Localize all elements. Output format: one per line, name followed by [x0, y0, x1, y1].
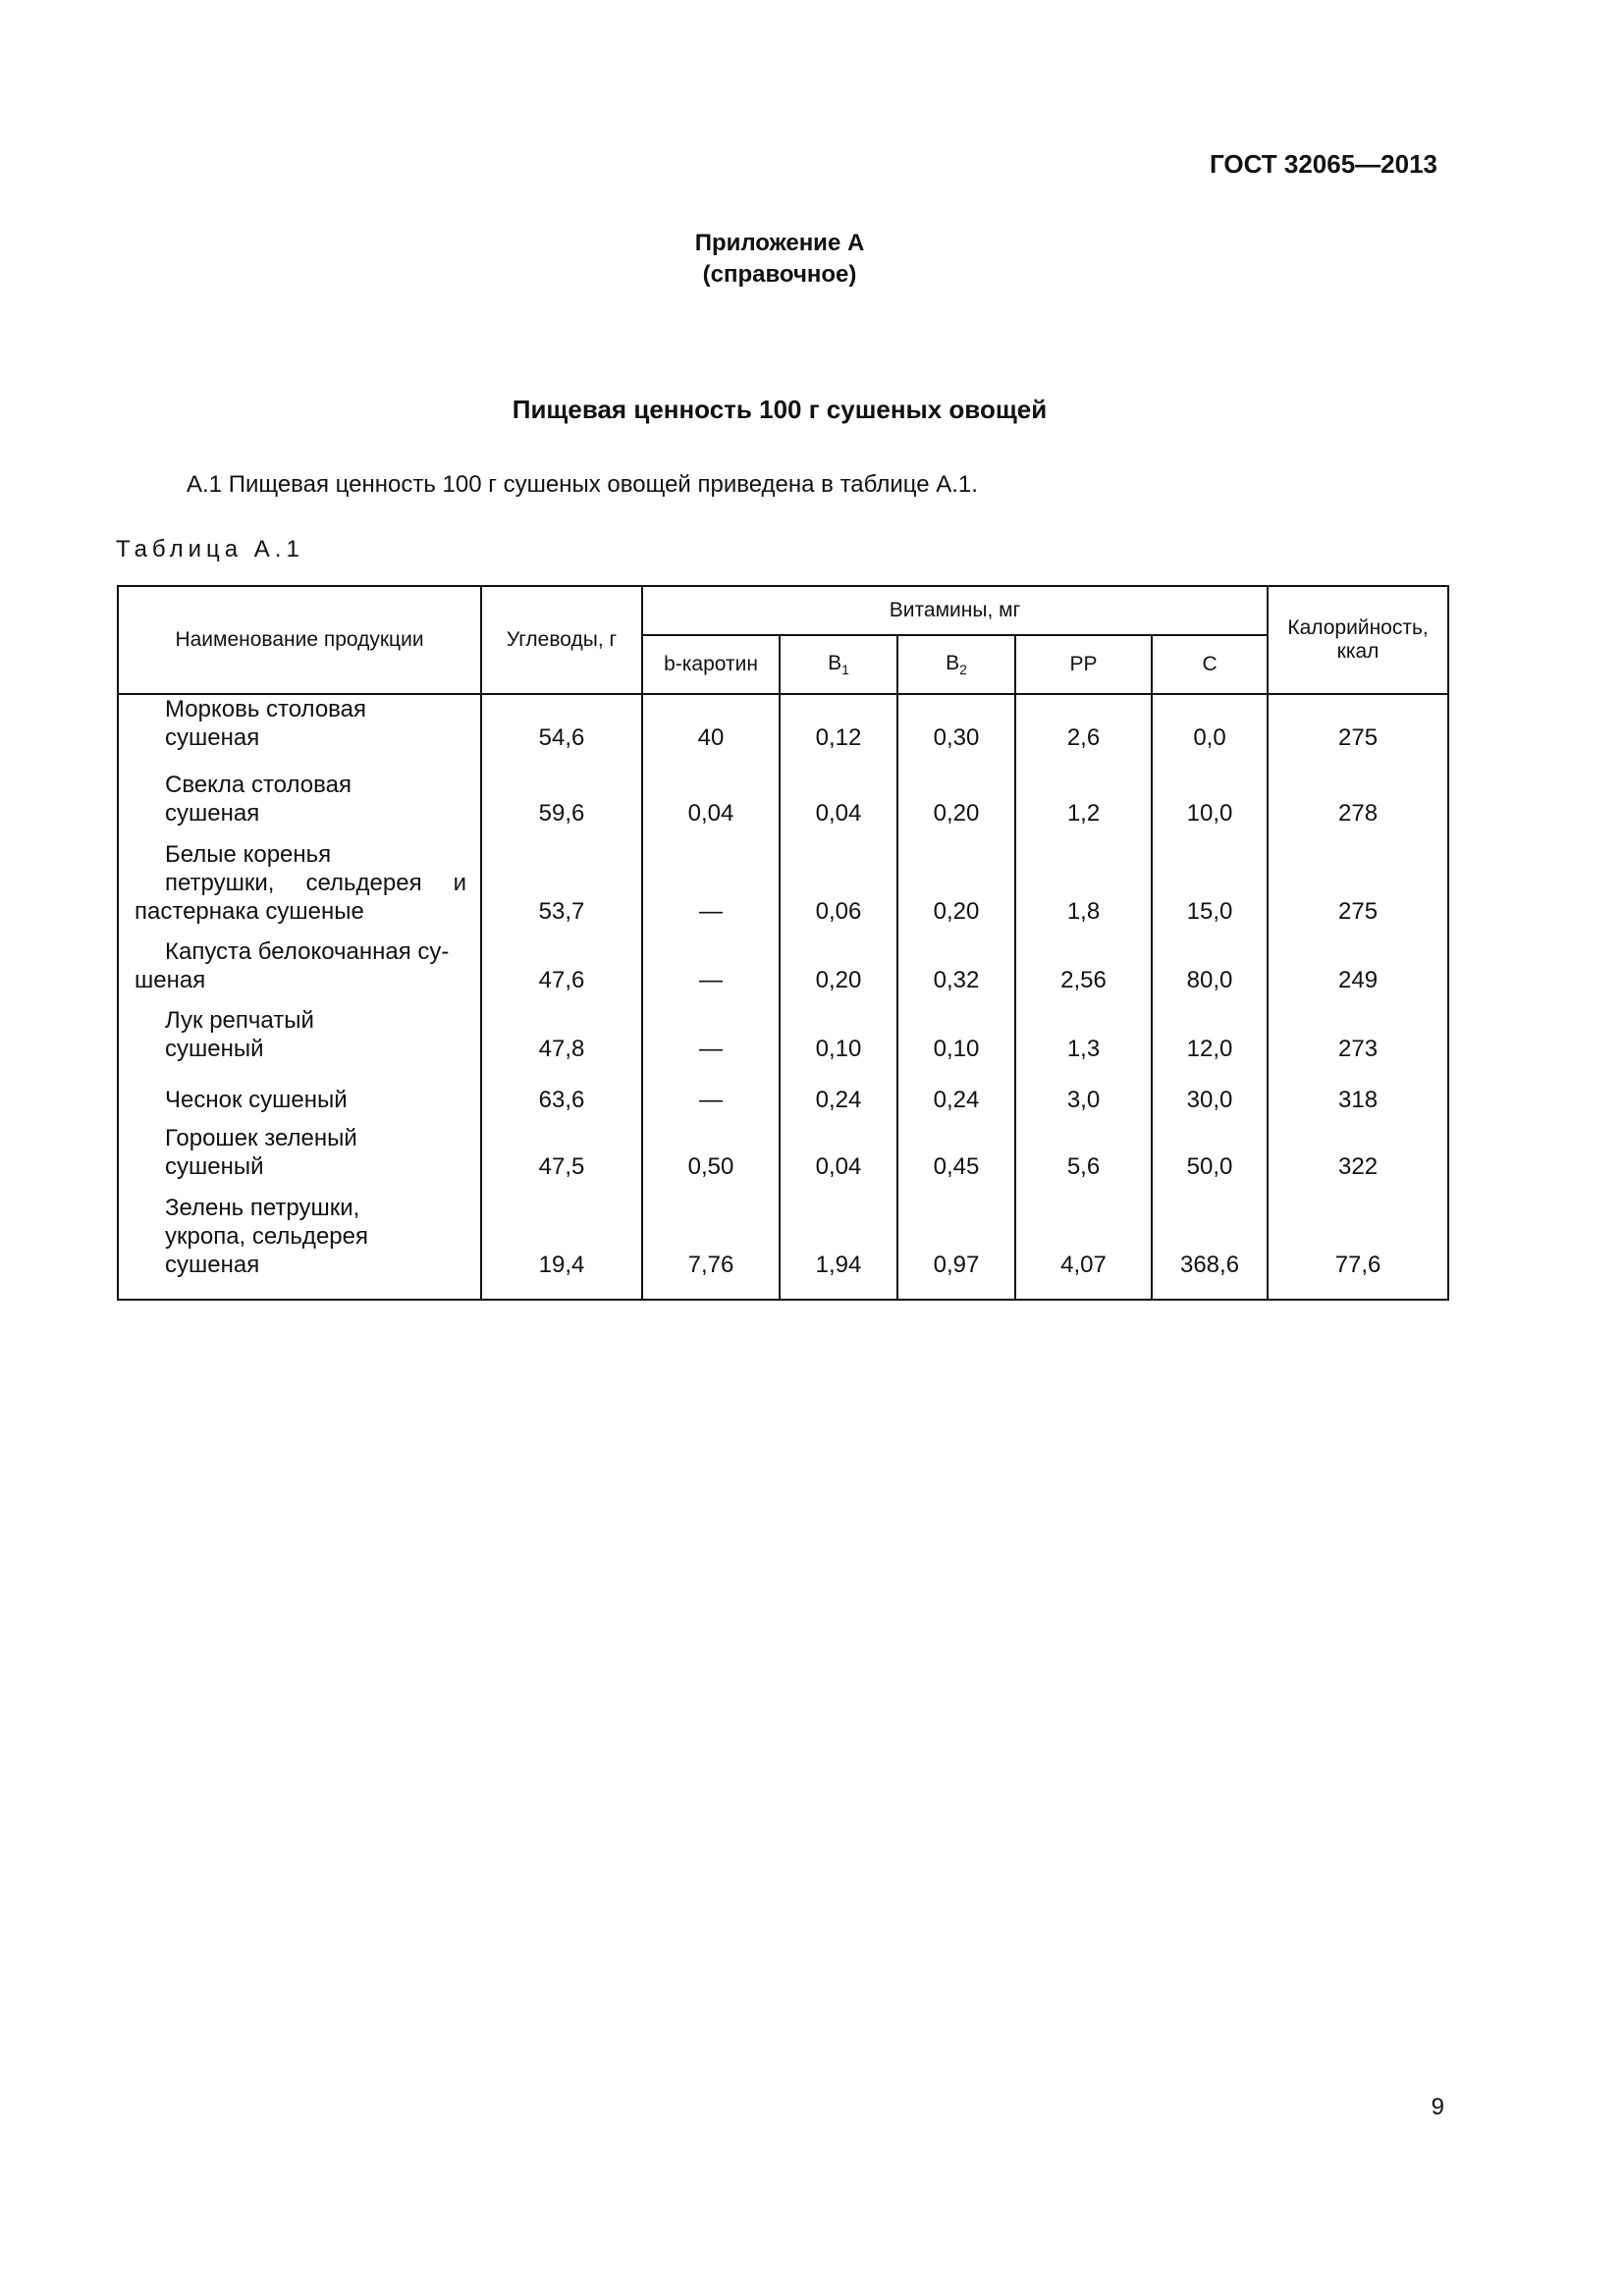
cell-beta-carotene: 0,50 — [642, 1124, 780, 1193]
cell-calories: 77,6 — [1268, 1193, 1448, 1300]
appendix-title: Приложение А — [694, 230, 865, 256]
cell-beta-carotene: — — [642, 1006, 780, 1075]
cell-beta-carotene: — — [642, 839, 780, 937]
cell-calories: 322 — [1268, 1124, 1448, 1193]
cell-c: 10,0 — [1152, 771, 1268, 839]
cell-c: 0,0 — [1152, 694, 1268, 771]
intro-paragraph: А.1 Пищевая ценность 100 г сушеных овощей приведена в таблице А.1. — [187, 471, 978, 498]
table-row — [118, 1075, 1448, 1124]
cell-b2: 0,24 — [897, 1075, 1015, 1124]
cell-b1: 0,04 — [780, 1124, 897, 1193]
cell-product-name: Белые коренья петрушки, сельдерея и пастернака сушеные — [118, 839, 481, 937]
section-title: Пищевая ценность 100 г сушеных овощей — [512, 395, 1048, 424]
header-calories: Калорийность, ккал — [1268, 586, 1448, 694]
table-row — [118, 839, 1448, 937]
cell-carbs: 59,6 — [481, 771, 642, 839]
header-b1: $В_1$ — [780, 635, 897, 694]
cell-c: 50,0 — [1152, 1124, 1268, 1193]
cell-b2: 0,20 — [897, 839, 1015, 937]
nutrition-table — [117, 585, 1449, 1301]
cell-carbs: 47,8 — [481, 1006, 642, 1075]
table-row — [118, 937, 1448, 1006]
cell-product-name: Лук репчатый сушеный — [118, 1006, 481, 1075]
cell-b1: 0,24 — [780, 1075, 897, 1124]
cell-c: 30,0 — [1152, 1075, 1268, 1124]
cell-b2: 0,30 — [897, 694, 1015, 771]
standard-number: ГОСТ 32065—2013 — [1210, 149, 1437, 179]
cell-c: 368,6 — [1152, 1193, 1268, 1300]
cell-pp: 1,3 — [1015, 1006, 1152, 1075]
cell-b1: 0,10 — [780, 1006, 897, 1075]
header-b2: $В_2$ — [897, 635, 1015, 694]
cell-calories: 275 — [1268, 694, 1448, 771]
cell-c: 12,0 — [1152, 1006, 1268, 1075]
cell-pp: 4,07 — [1015, 1193, 1152, 1300]
header-product-name: Наименование продукции — [118, 586, 481, 694]
table-row — [118, 1193, 1448, 1300]
cell-pp: 1,2 — [1015, 771, 1152, 839]
cell-c: 15,0 — [1152, 839, 1268, 937]
cell-beta-carotene: 40 — [642, 694, 780, 771]
cell-product-name: Капуста белокочанная су- шеная — [118, 937, 481, 1006]
cell-calories: 318 — [1268, 1075, 1448, 1124]
cell-product-name: Морковь столовая сушеная — [118, 694, 481, 771]
table-caption: Таблица А.1 — [116, 536, 304, 562]
cell-pp: 1,8 — [1015, 839, 1152, 937]
cell-b2: 0,20 — [897, 771, 1015, 839]
cell-carbs: 54,6 — [481, 694, 642, 771]
cell-c: 80,0 — [1152, 937, 1268, 1006]
cell-product-name: Зелень петрушки, укропа, сельдерея сушеная — [118, 1193, 481, 1300]
cell-beta-carotene: — — [642, 1075, 780, 1124]
header-c: С — [1152, 635, 1268, 694]
cell-carbs: 53,7 — [481, 839, 642, 937]
cell-b1: 0,12 — [780, 694, 897, 771]
header-pp: РР — [1015, 635, 1152, 694]
table-row — [118, 1124, 1448, 1193]
cell-b1: 0,06 — [780, 839, 897, 937]
cell-pp: 5,6 — [1015, 1124, 1152, 1193]
cell-b2: 0,97 — [897, 1193, 1015, 1300]
header-vitamins: Витамины, мг — [642, 586, 1268, 635]
cell-product-name: Чеснок сушеный — [118, 1075, 481, 1124]
cell-product-name: Горошек зеленый сушеный — [118, 1124, 481, 1193]
table-row — [118, 694, 1448, 771]
cell-carbs: 47,5 — [481, 1124, 642, 1193]
table-row — [118, 771, 1448, 839]
header-carbohydrates: Углеводы, г — [481, 586, 642, 694]
page-number: 9 — [1431, 2094, 1444, 2120]
cell-beta-carotene: 0,04 — [642, 771, 780, 839]
header-beta-carotene: b-каротин — [642, 635, 780, 694]
cell-b2: 0,32 — [897, 937, 1015, 1006]
cell-carbs: 63,6 — [481, 1075, 642, 1124]
cell-calories: 249 — [1268, 937, 1448, 1006]
cell-b2: 0,10 — [897, 1006, 1015, 1075]
cell-calories: 273 — [1268, 1006, 1448, 1075]
cell-pp: 2,56 — [1015, 937, 1152, 1006]
cell-calories: 278 — [1268, 771, 1448, 839]
cell-b1: 0,20 — [780, 937, 897, 1006]
cell-b1: 0,04 — [780, 771, 897, 839]
cell-pp: 2,6 — [1015, 694, 1152, 771]
cell-b1: 1,94 — [780, 1193, 897, 1300]
cell-carbs: 47,6 — [481, 937, 642, 1006]
appendix-subtitle: (справочное) — [702, 261, 857, 288]
cell-product-name: Свекла столовая сушеная — [118, 771, 481, 839]
cell-pp: 3,0 — [1015, 1075, 1152, 1124]
table-row — [118, 1006, 1448, 1075]
appendix-heading — [0, 228, 1559, 291]
cell-beta-carotene: 7,76 — [642, 1193, 780, 1300]
cell-carbs: 19,4 — [481, 1193, 642, 1300]
cell-b2: 0,45 — [897, 1124, 1015, 1193]
cell-beta-carotene: — — [642, 937, 780, 1006]
cell-calories: 275 — [1268, 839, 1448, 937]
